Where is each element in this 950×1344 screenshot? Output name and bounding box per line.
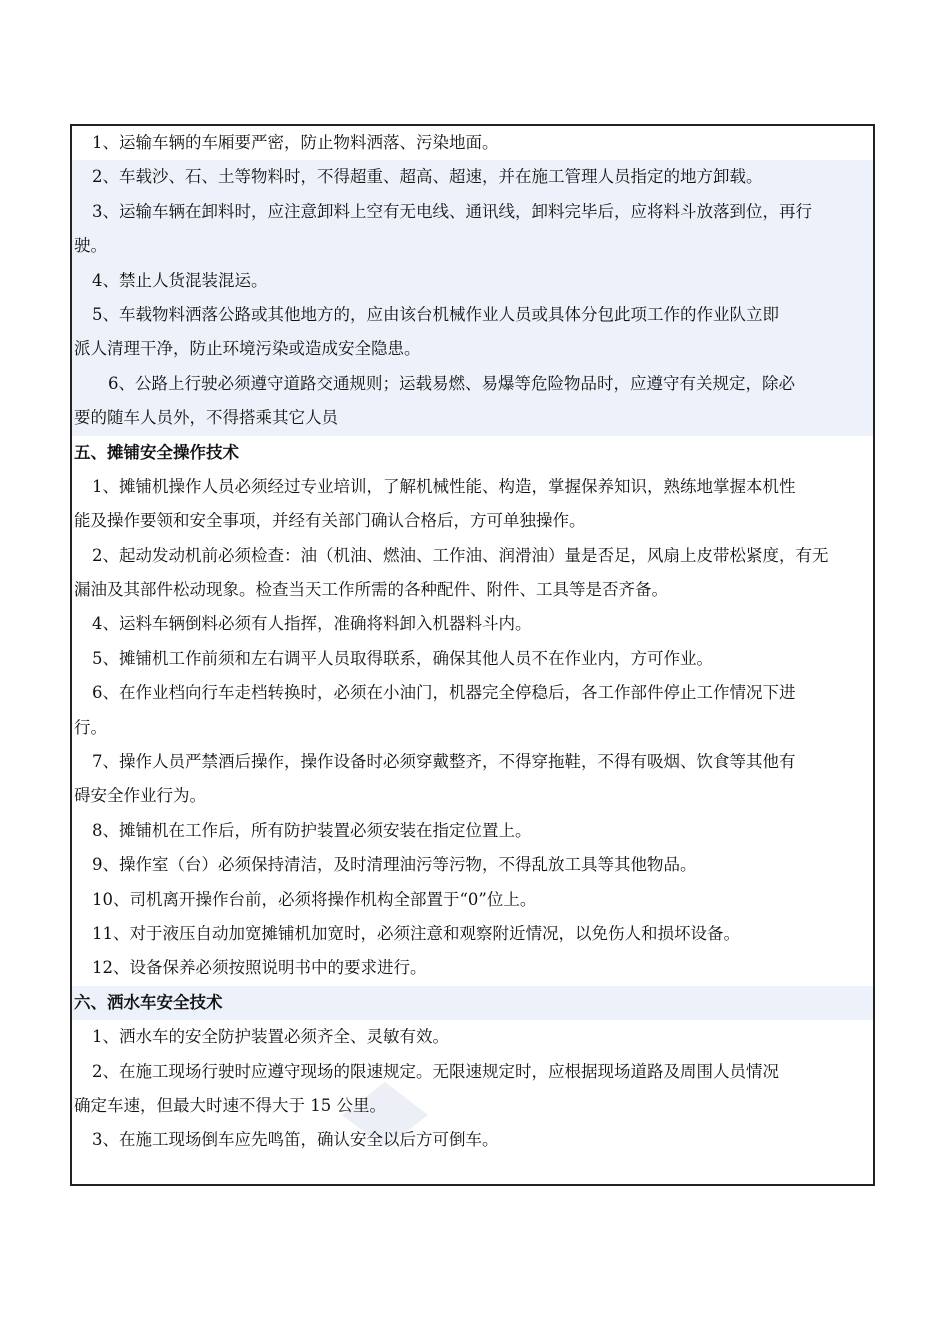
text-line: 7、操作人员严禁酒后操作，操作设备时必须穿戴整齐，不得穿拖鞋，不得有吸烟、饮食等其他有: [92, 752, 796, 772]
text-line: 9、操作室（台）必须保持清洁，及时清理油污等污物，不得乱放工具等其他物品。: [92, 855, 697, 875]
text-line: 3、运输车辆在卸料时，应注意卸料上空有无电线、通讯线，卸料完毕后，应将料斗放落到位，再行: [72, 195, 873, 229]
text-line: 要的随车人员外，不得搭乘其它人员: [72, 401, 873, 435]
text-line: 2、在施工现场行驶时应遵守现场的限速规定。无限速规定时，应根据现场道路及周围人员情况: [92, 1061, 779, 1081]
text-line: 10、司机离开操作台前，必须将操作机构全部置于“0”位上。: [92, 889, 537, 909]
document-body: [72, 126, 873, 1158]
text-line: 2、起动发动机前必须检查：油（机油、燃油、工作油、润滑油）量是否足，风扇上皮带松紧度，有无: [92, 545, 829, 565]
text-line: 碍安全作业行为。: [74, 786, 206, 806]
text-line: 12、设备保养必须按照说明书中的要求进行。: [92, 958, 427, 978]
text-line: 2、车载沙、石、土等物料时，不得超重、超高、超速，并在施工管理人员指定的地方卸载。: [72, 160, 873, 194]
text-line: 1、运输车辆的车厢要严密，防止物料洒落、污染地面。: [92, 133, 499, 152]
text-line: 行。: [74, 717, 107, 737]
text-line: 驶。: [72, 229, 873, 263]
text-line: 6、在作业档向行车走档转换时，必须在小油门，机器完全停稳后，各工作部件停止工作情况下进: [92, 683, 796, 703]
text-line: 1、摊铺机操作人员必须经过专业培训，了解机械性能、构造，掌握保养知识，熟练地掌握本机性: [92, 476, 796, 496]
text-line: 派人清理干净，防止环境污染或造成安全隐患。: [72, 332, 873, 366]
text-line: 5、车载物料洒落公路或其他地方的，应由该台机械作业人员或具体分包此项工作的作业队立即: [72, 298, 873, 332]
text-line: 11、对于液压自动加宽摊铺机加宽时，必须注意和观察附近情况，以免伤人和损坏设备。: [92, 923, 740, 943]
text-line: 6、公路上行驶必须遵守道路交通规则；运载易燃、易爆等危险物品时，应遵守有关规定，除必: [72, 367, 873, 401]
text-line: 1、洒水车的安全防护装置必须齐全、灵敏有效。: [92, 1027, 449, 1047]
text-line: 8、摊铺机在工作后，所有防护装置必须安装在指定位置上。: [92, 820, 532, 840]
section-heading-sprinkler: 六、洒水车安全技术: [72, 986, 873, 1020]
text-line: 确定车速，但最大时速不得大于 15 公里。: [74, 1095, 386, 1115]
text-line: 5、摊铺机工作前须和左右调平人员取得联系，确保其他人员不在作业内，方可作业。: [92, 648, 713, 668]
text-line: 4、运料车辆倒料必须有人指挥，准确将料卸入机器料斗内。: [92, 614, 532, 634]
text-line: 能及操作要领和安全事项，并经有关部门确认合格后，方可单独操作。: [74, 511, 586, 531]
text-line: 3、在施工现场倒车应先鸣笛，确认安全以后方可倒车。: [92, 1130, 499, 1150]
text-line: 漏油及其部件松动现象。检查当天工作所需的各种配件、附件、工具等是否齐备。: [74, 580, 668, 600]
section-heading-paver: 五、摊铺安全操作技术: [74, 442, 239, 462]
text-line: 4、禁止人货混装混运。: [72, 264, 873, 298]
